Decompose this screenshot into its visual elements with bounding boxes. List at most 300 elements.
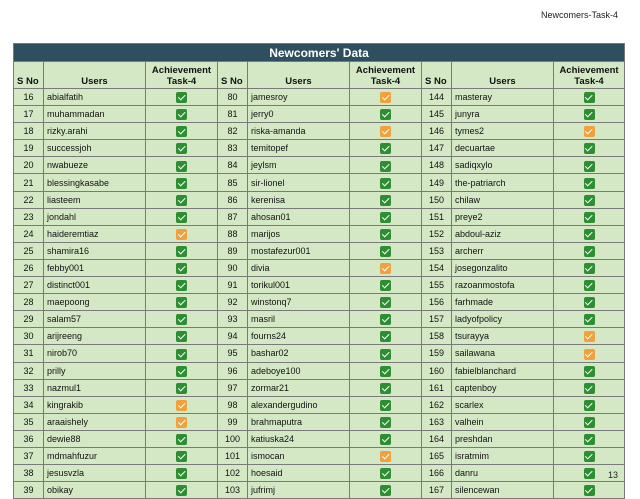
cell-achievement bbox=[146, 106, 218, 123]
cell-user: marijos bbox=[248, 225, 350, 242]
check-orange-icon bbox=[584, 126, 595, 137]
cell-sno: 103 bbox=[218, 482, 248, 499]
check-green-icon bbox=[380, 246, 391, 257]
cell-sno: 21 bbox=[14, 174, 44, 191]
check-green-icon bbox=[176, 143, 187, 154]
cell-achievement bbox=[146, 174, 218, 191]
cell-user: tsurayya bbox=[452, 328, 554, 345]
cell-sno: 28 bbox=[14, 294, 44, 311]
check-green-icon bbox=[176, 314, 187, 325]
cell-user: katiuska24 bbox=[248, 430, 350, 447]
cell-sno: 18 bbox=[14, 123, 44, 140]
table-row bbox=[14, 89, 625, 106]
cell-sno: 151 bbox=[422, 208, 452, 225]
check-green-icon bbox=[380, 297, 391, 308]
cell-user: ladyofpolicy bbox=[452, 311, 554, 328]
cell-user: prilly bbox=[44, 362, 146, 379]
cell-achievement bbox=[554, 328, 625, 345]
check-orange-icon bbox=[380, 92, 391, 103]
check-green-icon bbox=[380, 349, 391, 360]
cell-user: bashar02 bbox=[248, 345, 350, 362]
cell-user: fabielblanchard bbox=[452, 362, 554, 379]
table-row bbox=[14, 208, 625, 225]
cell-user: mdmahfuzur bbox=[44, 447, 146, 464]
table-row bbox=[14, 482, 625, 499]
cell-user: salam57 bbox=[44, 311, 146, 328]
cell-achievement bbox=[146, 123, 218, 140]
check-green-icon bbox=[176, 468, 187, 479]
check-green-icon bbox=[176, 280, 187, 291]
check-green-icon bbox=[176, 161, 187, 172]
cell-user: silencewan bbox=[452, 482, 554, 499]
cell-achievement bbox=[554, 277, 625, 294]
header-sno: S No bbox=[422, 62, 452, 89]
cell-achievement bbox=[146, 396, 218, 413]
cell-user: distinct001 bbox=[44, 277, 146, 294]
cell-achievement bbox=[554, 294, 625, 311]
header-users: Users bbox=[452, 62, 554, 89]
cell-sno: 161 bbox=[422, 379, 452, 396]
cell-sno: 102 bbox=[218, 465, 248, 482]
cell-user: torikul001 bbox=[248, 277, 350, 294]
cell-sno: 165 bbox=[422, 447, 452, 464]
check-green-icon bbox=[584, 109, 595, 120]
cell-sno: 150 bbox=[422, 191, 452, 208]
check-green-icon bbox=[380, 280, 391, 291]
table-row bbox=[14, 362, 625, 379]
check-green-icon bbox=[380, 195, 391, 206]
header-sno: S No bbox=[14, 62, 44, 89]
cell-achievement bbox=[554, 123, 625, 140]
check-green-icon bbox=[176, 349, 187, 360]
cell-sno: 148 bbox=[422, 157, 452, 174]
header-sno: S No bbox=[218, 62, 248, 89]
cell-sno: 101 bbox=[218, 447, 248, 464]
cell-sno: 155 bbox=[422, 277, 452, 294]
cell-sno: 37 bbox=[14, 447, 44, 464]
cell-user: blessingkasabe bbox=[44, 174, 146, 191]
cell-sno: 22 bbox=[14, 191, 44, 208]
cell-user: muhammadan bbox=[44, 106, 146, 123]
check-green-icon bbox=[176, 212, 187, 223]
check-green-icon bbox=[176, 263, 187, 274]
check-green-icon bbox=[176, 331, 187, 342]
cell-user: sailawana bbox=[452, 345, 554, 362]
table-row bbox=[14, 447, 625, 464]
cell-sno: 16 bbox=[14, 89, 44, 106]
cell-sno: 17 bbox=[14, 106, 44, 123]
check-orange-icon bbox=[380, 263, 391, 274]
cell-achievement bbox=[146, 157, 218, 174]
cell-achievement bbox=[350, 465, 422, 482]
cell-achievement bbox=[146, 140, 218, 157]
cell-user: sir-lionel bbox=[248, 174, 350, 191]
cell-achievement bbox=[554, 259, 625, 276]
cell-sno: 95 bbox=[218, 345, 248, 362]
check-green-icon bbox=[380, 400, 391, 411]
cell-achievement bbox=[146, 208, 218, 225]
table-header-row bbox=[14, 62, 625, 89]
cell-sno: 144 bbox=[422, 89, 452, 106]
header-users: Users bbox=[248, 62, 350, 89]
check-green-icon bbox=[380, 143, 391, 154]
cell-user: ahosan01 bbox=[248, 208, 350, 225]
check-green-icon bbox=[584, 212, 595, 223]
cell-user: valhein bbox=[452, 413, 554, 430]
cell-achievement bbox=[146, 89, 218, 106]
cell-achievement bbox=[350, 345, 422, 362]
cell-user: dewie88 bbox=[44, 430, 146, 447]
cell-achievement bbox=[350, 379, 422, 396]
cell-user: sadiqxylo bbox=[452, 157, 554, 174]
check-green-icon bbox=[176, 126, 187, 137]
cell-sno: 36 bbox=[14, 430, 44, 447]
cell-achievement bbox=[350, 225, 422, 242]
cell-user: jamesroy bbox=[248, 89, 350, 106]
check-green-icon bbox=[380, 468, 391, 479]
cell-sno: 80 bbox=[218, 89, 248, 106]
cell-user: successjoh bbox=[44, 140, 146, 157]
cell-user: haideremtiaz bbox=[44, 225, 146, 242]
cell-user: divia bbox=[248, 259, 350, 276]
cell-user: jeylsm bbox=[248, 157, 350, 174]
check-green-icon bbox=[584, 92, 595, 103]
cell-user: rizky.arahi bbox=[44, 123, 146, 140]
cell-user: zormar21 bbox=[248, 379, 350, 396]
cell-achievement bbox=[350, 277, 422, 294]
cell-achievement bbox=[146, 328, 218, 345]
cell-achievement bbox=[554, 413, 625, 430]
cell-user: shamira16 bbox=[44, 242, 146, 259]
check-green-icon bbox=[380, 314, 391, 325]
check-green-icon bbox=[380, 161, 391, 172]
cell-user: jerry0 bbox=[248, 106, 350, 123]
table-row bbox=[14, 345, 625, 362]
header-achievement bbox=[350, 62, 422, 89]
check-green-icon bbox=[584, 195, 595, 206]
table-row bbox=[14, 465, 625, 482]
header-achievement-line2: Task-4 bbox=[166, 76, 197, 87]
cell-sno: 154 bbox=[422, 259, 452, 276]
header-achievement-line1: Achievement bbox=[559, 65, 619, 76]
table-row bbox=[14, 259, 625, 276]
cell-sno: 35 bbox=[14, 413, 44, 430]
cell-sno: 153 bbox=[422, 242, 452, 259]
cell-sno: 81 bbox=[218, 106, 248, 123]
check-green-icon bbox=[584, 468, 595, 479]
check-green-icon bbox=[584, 383, 595, 394]
check-orange-icon bbox=[176, 400, 187, 411]
cell-achievement bbox=[146, 447, 218, 464]
cell-achievement bbox=[146, 482, 218, 499]
cell-sno: 147 bbox=[422, 140, 452, 157]
check-green-icon bbox=[584, 178, 595, 189]
cell-user: abdoul-aziz bbox=[452, 225, 554, 242]
check-green-icon bbox=[584, 400, 595, 411]
newcomers-table bbox=[13, 43, 625, 499]
table-row bbox=[14, 157, 625, 174]
cell-sno: 167 bbox=[422, 482, 452, 499]
cell-sno: 162 bbox=[422, 396, 452, 413]
cell-sno: 163 bbox=[422, 413, 452, 430]
cell-sno: 33 bbox=[14, 379, 44, 396]
cell-user: decuartae bbox=[452, 140, 554, 157]
header-achievement bbox=[146, 62, 218, 89]
check-green-icon bbox=[584, 161, 595, 172]
cell-sno: 25 bbox=[14, 242, 44, 259]
table-title: Newcomers' Data bbox=[14, 44, 625, 62]
cell-achievement bbox=[146, 294, 218, 311]
check-green-icon bbox=[380, 178, 391, 189]
cell-achievement bbox=[350, 328, 422, 345]
cell-sno: 89 bbox=[218, 242, 248, 259]
cell-sno: 158 bbox=[422, 328, 452, 345]
cell-sno: 86 bbox=[218, 191, 248, 208]
cell-user: razoanmostofa bbox=[452, 277, 554, 294]
cell-user: araaishely bbox=[44, 413, 146, 430]
cell-user: danru bbox=[452, 465, 554, 482]
check-green-icon bbox=[176, 366, 187, 377]
cell-sno: 87 bbox=[218, 208, 248, 225]
cell-achievement bbox=[146, 379, 218, 396]
cell-achievement bbox=[350, 242, 422, 259]
cell-user: winstonq7 bbox=[248, 294, 350, 311]
cell-achievement bbox=[554, 345, 625, 362]
header-achievement-line1: Achievement bbox=[151, 65, 212, 76]
cell-user: the-patriarch bbox=[452, 174, 554, 191]
cell-sno: 39 bbox=[14, 482, 44, 499]
cell-user: nazmul1 bbox=[44, 379, 146, 396]
cell-user: jesusvzla bbox=[44, 465, 146, 482]
check-green-icon bbox=[176, 92, 187, 103]
cell-user: riska-amanda bbox=[248, 123, 350, 140]
cell-sno: 34 bbox=[14, 396, 44, 413]
cell-user: masteray bbox=[452, 89, 554, 106]
header-achievement-line2: Task-4 bbox=[370, 76, 401, 87]
check-green-icon bbox=[176, 383, 187, 394]
cell-user: adeboye100 bbox=[248, 362, 350, 379]
cell-achievement bbox=[554, 447, 625, 464]
cell-sno: 166 bbox=[422, 465, 452, 482]
cell-achievement bbox=[146, 465, 218, 482]
cell-achievement bbox=[554, 242, 625, 259]
cell-achievement bbox=[146, 225, 218, 242]
cell-sno: 99 bbox=[218, 413, 248, 430]
table-row bbox=[14, 140, 625, 157]
cell-achievement bbox=[146, 430, 218, 447]
check-green-icon bbox=[176, 297, 187, 308]
cell-achievement bbox=[350, 430, 422, 447]
cell-user: alexandergudino bbox=[248, 396, 350, 413]
cell-achievement bbox=[146, 413, 218, 430]
cell-achievement bbox=[554, 482, 625, 499]
cell-sno: 38 bbox=[14, 465, 44, 482]
cell-achievement bbox=[350, 396, 422, 413]
cell-user: abialfatih bbox=[44, 89, 146, 106]
cell-user: arijreeng bbox=[44, 328, 146, 345]
check-green-icon bbox=[176, 195, 187, 206]
cell-user: mostafezur001 bbox=[248, 242, 350, 259]
cell-achievement bbox=[350, 174, 422, 191]
cell-achievement bbox=[350, 259, 422, 276]
cell-achievement bbox=[554, 140, 625, 157]
check-green-icon bbox=[584, 246, 595, 257]
check-orange-icon bbox=[380, 126, 391, 137]
cell-sno: 83 bbox=[218, 140, 248, 157]
cell-user: nwabueze bbox=[44, 157, 146, 174]
cell-achievement bbox=[554, 430, 625, 447]
cell-user: jondahl bbox=[44, 208, 146, 225]
check-green-icon bbox=[584, 434, 595, 445]
cell-sno: 29 bbox=[14, 311, 44, 328]
table-row bbox=[14, 225, 625, 242]
table-row bbox=[14, 379, 625, 396]
cell-achievement bbox=[554, 157, 625, 174]
cell-user: tymes2 bbox=[452, 123, 554, 140]
cell-sno: 19 bbox=[14, 140, 44, 157]
cell-user: chilaw bbox=[452, 191, 554, 208]
cell-sno: 98 bbox=[218, 396, 248, 413]
cell-achievement bbox=[350, 89, 422, 106]
cell-sno: 32 bbox=[14, 362, 44, 379]
check-green-icon bbox=[584, 366, 595, 377]
check-green-icon bbox=[584, 229, 595, 240]
cell-achievement bbox=[554, 311, 625, 328]
cell-sno: 164 bbox=[422, 430, 452, 447]
cell-user: junyra bbox=[452, 106, 554, 123]
cell-achievement bbox=[350, 106, 422, 123]
cell-achievement bbox=[350, 311, 422, 328]
check-green-icon bbox=[380, 417, 391, 428]
page-number: 13 bbox=[607, 470, 618, 480]
cell-achievement bbox=[350, 191, 422, 208]
check-green-icon bbox=[584, 314, 595, 325]
cell-sno: 97 bbox=[218, 379, 248, 396]
cell-achievement bbox=[350, 208, 422, 225]
cell-user: isratmim bbox=[452, 447, 554, 464]
check-green-icon bbox=[176, 451, 187, 462]
cell-achievement bbox=[146, 191, 218, 208]
cell-sno: 152 bbox=[422, 225, 452, 242]
table-row bbox=[14, 328, 625, 345]
check-green-icon bbox=[380, 383, 391, 394]
check-green-icon bbox=[380, 109, 391, 120]
check-green-icon bbox=[380, 331, 391, 342]
cell-user: scarlex bbox=[452, 396, 554, 413]
cell-achievement bbox=[554, 362, 625, 379]
check-green-icon bbox=[176, 109, 187, 120]
cell-user: jufrimj bbox=[248, 482, 350, 499]
cell-achievement bbox=[350, 482, 422, 499]
cell-sno: 91 bbox=[218, 277, 248, 294]
cell-sno: 156 bbox=[422, 294, 452, 311]
cell-sno: 88 bbox=[218, 225, 248, 242]
cell-user: preye2 bbox=[452, 208, 554, 225]
cell-user: nirob70 bbox=[44, 345, 146, 362]
cell-user: obikay bbox=[44, 482, 146, 499]
cell-achievement bbox=[554, 174, 625, 191]
header-achievement bbox=[554, 62, 625, 89]
check-green-icon bbox=[176, 434, 187, 445]
check-orange-icon bbox=[380, 451, 391, 462]
cell-sno: 27 bbox=[14, 277, 44, 294]
check-orange-icon bbox=[584, 349, 595, 360]
cell-achievement bbox=[350, 157, 422, 174]
cell-achievement bbox=[554, 379, 625, 396]
cell-user: brahmaputra bbox=[248, 413, 350, 430]
table-row bbox=[14, 430, 625, 447]
cell-user: farhmade bbox=[452, 294, 554, 311]
check-orange-icon bbox=[176, 417, 187, 428]
cell-achievement bbox=[350, 413, 422, 430]
cell-sno: 160 bbox=[422, 362, 452, 379]
cell-user: liasteem bbox=[44, 191, 146, 208]
cell-user: fourns24 bbox=[248, 328, 350, 345]
cell-user: kingrakib bbox=[44, 396, 146, 413]
check-green-icon bbox=[584, 417, 595, 428]
cell-achievement bbox=[146, 311, 218, 328]
cell-achievement bbox=[350, 362, 422, 379]
check-orange-icon bbox=[584, 331, 595, 342]
cell-sno: 157 bbox=[422, 311, 452, 328]
check-green-icon bbox=[584, 297, 595, 308]
cell-sno: 146 bbox=[422, 123, 452, 140]
cell-sno: 159 bbox=[422, 345, 452, 362]
cell-achievement bbox=[146, 259, 218, 276]
cell-user: josegonzalito bbox=[452, 259, 554, 276]
table-body bbox=[14, 89, 625, 499]
cell-achievement bbox=[350, 294, 422, 311]
cell-user: preshdan bbox=[452, 430, 554, 447]
cell-achievement bbox=[554, 396, 625, 413]
table-row bbox=[14, 242, 625, 259]
table-row bbox=[14, 311, 625, 328]
table-row bbox=[14, 123, 625, 140]
check-green-icon bbox=[380, 366, 391, 377]
cell-achievement bbox=[350, 447, 422, 464]
cell-sno: 96 bbox=[218, 362, 248, 379]
newcomers-table-container bbox=[13, 43, 624, 499]
cell-sno: 26 bbox=[14, 259, 44, 276]
table-row bbox=[14, 396, 625, 413]
cell-achievement bbox=[554, 89, 625, 106]
table-row bbox=[14, 294, 625, 311]
cell-sno: 93 bbox=[218, 311, 248, 328]
cell-achievement bbox=[554, 225, 625, 242]
cell-user: kerenisa bbox=[248, 191, 350, 208]
check-green-icon bbox=[584, 451, 595, 462]
check-orange-icon bbox=[176, 229, 187, 240]
check-green-icon bbox=[176, 246, 187, 257]
cell-user: hoesaid bbox=[248, 465, 350, 482]
cell-sno: 90 bbox=[218, 259, 248, 276]
cell-sno: 20 bbox=[14, 157, 44, 174]
cell-sno: 145 bbox=[422, 106, 452, 123]
page-header-title: Newcomers-Task-4 bbox=[540, 10, 618, 20]
cell-user: captenboy bbox=[452, 379, 554, 396]
cell-sno: 100 bbox=[218, 430, 248, 447]
cell-achievement bbox=[554, 106, 625, 123]
header-achievement-line1: Achievement bbox=[355, 65, 416, 76]
check-green-icon bbox=[176, 178, 187, 189]
table-row bbox=[14, 174, 625, 191]
table-row bbox=[14, 413, 625, 430]
cell-achievement bbox=[146, 242, 218, 259]
check-green-icon bbox=[380, 434, 391, 445]
cell-sno: 82 bbox=[218, 123, 248, 140]
cell-sno: 30 bbox=[14, 328, 44, 345]
check-green-icon bbox=[380, 212, 391, 223]
